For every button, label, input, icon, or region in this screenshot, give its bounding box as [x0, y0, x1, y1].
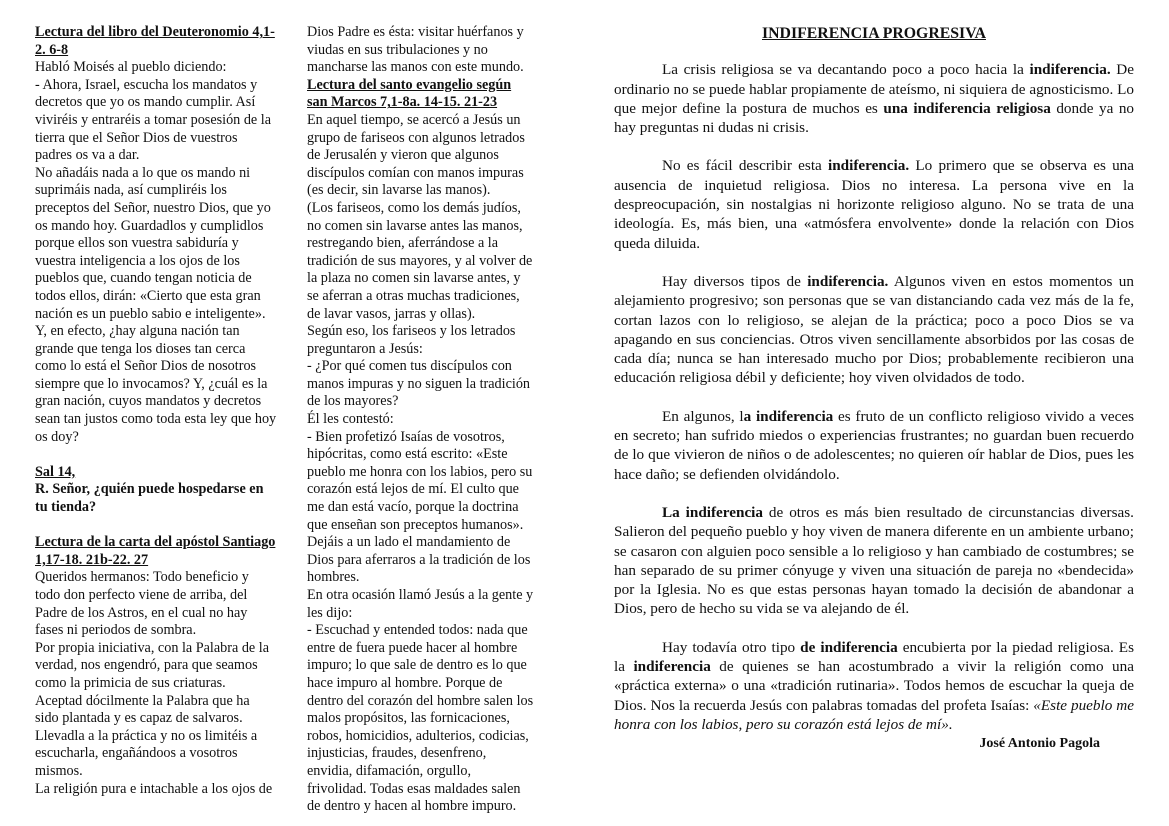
text-line: pueblos que, cuando tengan noticia de [35, 270, 252, 287]
text-line: siempre que lo invocamos? Y, ¿cuál es la [35, 375, 268, 392]
text-line: fases ni periodos de sombra. [35, 622, 197, 639]
text-line: Dios Padre es ésta: visitar huérfanos y [307, 24, 524, 40]
text-line: tierra que el Señor Dios de vuestros [35, 129, 238, 146]
text-line: gran nación, cuyos mandatos y decretos [35, 393, 262, 410]
text-line: - Ahora, Israel, escucha los mandatos y [35, 76, 258, 93]
bold-text: La indiferencia [662, 503, 763, 521]
gospel-text [307, 112, 552, 816]
text-line: no comen sin lavarse antes las manos, [307, 217, 523, 234]
text-run: No es fácil describir esta [662, 157, 829, 175]
text-line: se aferran a otras muchas tradiciones, [307, 287, 520, 304]
text-line: En otra ocasión llamó Jesús a la gente y [307, 587, 534, 603]
text-line: mismos. [35, 762, 83, 779]
text-line: suprimáis nada, así cumpliréis los [35, 182, 227, 199]
text-line: Y, en efecto, ¿hay alguna nación tan [35, 323, 240, 340]
psalm-response [35, 481, 297, 516]
article-paragraph [614, 156, 1134, 252]
text-line: En aquel tiempo, se acercó a Jesús un [307, 111, 521, 128]
text-line: vuestra inteligencia a los ojos de los [35, 252, 240, 269]
text-line: corazón está lejos de mí. El culto que [307, 481, 519, 498]
author-signature: José Antonio Pagola [979, 736, 1100, 752]
text-line: dentro del corazón del hombre salen los [307, 692, 534, 709]
text-run: En algunos, l [662, 407, 744, 425]
text-line: la plaza no comen sin lavarse antes, y [307, 270, 521, 287]
bold-text: indiferencia [633, 658, 711, 676]
text-line: (es decir, sin lavarse las manos). [307, 182, 491, 199]
bold-text: una indiferencia religiosa [883, 99, 1051, 117]
text-line: - Bien profetizó Isaías de vosotros, [307, 428, 505, 445]
gospel-heading-line: Lectura del santo evangelio según [307, 76, 512, 93]
article-paragraph [614, 272, 1134, 388]
text-line: grande que tenga los dioses tan cerca [35, 340, 246, 357]
text-line: sido plantada y es capaz de salvaros. [35, 710, 243, 727]
article-paragraph [614, 503, 1134, 619]
text-line: La religión pura e intachable a los ojos de [35, 780, 273, 797]
psalm-heading-line: Sal 14, [35, 463, 76, 480]
text-line: como lo está el Señor Dios de nosotros [35, 358, 257, 375]
readings-column-left [35, 24, 297, 798]
text-line: - ¿Por qué comen tus discípulos con [307, 358, 512, 375]
text-line: Él les contestó: [307, 411, 394, 428]
psalm-response-line: R. Señor, ¿quién puede hospedarse en [35, 481, 264, 498]
text-line: padres os va a dar. [35, 147, 140, 164]
reading1-heading [35, 24, 297, 59]
text-line: todo don perfecto viene de arriba, del [35, 587, 248, 603]
text-line: preceptos del Señor, nuestro Dios, que yo [35, 199, 271, 216]
bold-text: a indiferencia [743, 407, 834, 425]
text-line: entre de fuera puede hacer al hombre [307, 639, 518, 656]
text-line: tradición de sus mayores, y al volver de [307, 252, 533, 269]
reading1-heading-line: Lectura del libro del Deuteronomio 4,1- [35, 24, 275, 40]
text-line: Habló Moisés al pueblo diciendo: [35, 59, 227, 76]
text-line: preguntaron a Jesús: [307, 340, 423, 357]
text-line: No añadáis nada a lo que os mando ni [35, 164, 251, 181]
text-line: porque ellos son vuestra sabiduría y [35, 235, 239, 252]
text-line: de dentro y hacen al hombre impuro. [307, 798, 517, 815]
reading1-text [35, 59, 297, 446]
text-line: Dejáis a un lado el mandamiento de [307, 534, 511, 551]
article-title: INDIFERENCIA PROGRESIVA [762, 25, 986, 42]
text-run: encubierta por la piedad religiosa. Es la [614, 638, 1134, 676]
psalm-response-line: tu tienda? [35, 499, 97, 516]
bold-text: indiferencia. [1029, 61, 1111, 79]
text-line: viudas en sus tribulaciones y no [307, 41, 488, 58]
article-paragraph-last [614, 638, 1134, 752]
text-run: De ordinario no se puede hablar propiamente de ateísmo, ni siquiera de agnosticismo. Lo que mejor define la postura de muchos es [614, 61, 1134, 117]
text-run: Hay todavía otro tipo [662, 638, 801, 656]
text-line: robos, homicidios, adulterios, codicias, [307, 727, 529, 744]
text-line: (Los fariseos, como los demás judíos, [307, 199, 521, 216]
bold-text: indiferencia. [807, 272, 889, 290]
text-run: es fruto de un conflicto religioso vivido a veces en secreto; han sufrido miedos o experiencias frustrantes; no guardan buen recuerdo de lo que vivieron de niños o de adolescentes; no quieren oír hablar de Dios, pues les hace daño; se defienden olvidándolo. [614, 407, 1134, 483]
text-line: os doy? [35, 428, 79, 445]
text-run: donde ya no hay preguntas ni dudas ni crisis. [614, 99, 1135, 137]
text-line: injusticias, fraudes, desenfreno, [307, 745, 487, 762]
text-line: - Escuchad y entended todos: nada que [307, 622, 528, 639]
text-run: Lo primero que se observa es una ausencia de inquietud religiosa. Dios no interesa. La persona vive en la despreocupación, sin nostalgias ni horizonte religioso alguno. No se trata de una ideología. Es, más bien, una «atmósfera envolvente» donde la relación con Dios queda diluida. [614, 157, 1134, 252]
text-line: hipócritas, como está escrito: «Este [307, 446, 508, 463]
text-line: que enseñan son preceptos humanos». [307, 516, 524, 533]
text-line: impuro; lo que sale de dentro es lo que [307, 657, 527, 674]
article-paragraph [614, 60, 1134, 137]
text-line: Por propia iniciativa, con la Palabra de la [35, 639, 270, 656]
text-line: grupo de fariseos con algunos letrados [307, 129, 525, 146]
text-run: Hay diversos tipos de [662, 272, 808, 290]
text-line: de lavar vasos, jarras y ollas). [307, 305, 476, 322]
text-line: Llevadla a la práctica y no os limitéis a [35, 727, 258, 744]
text-line: discípulos comían con manos impuras [307, 164, 524, 181]
text-line: escucharla, engañándoos a vosotros [35, 745, 238, 762]
text-line: Padre de los Astros, en el cual no hay [35, 604, 248, 621]
text-run: de quienes se han acostumbrado a vivir la religión como una «práctica externa» o una «tradición rutinaria». Todos hemos de escuchar la queja de Dios. Nos la recuerda Jesús con palabras tomadas del profeta Isaías: [614, 658, 1134, 714]
article-paragraph-text [614, 639, 1134, 733]
text-line: envidia, difamación, orgullo, [307, 762, 472, 779]
gospel-heading-line: san Marcos 7,1-8a. 14-15. 21-23 [307, 94, 498, 111]
text-line: viviréis y entraréis a tomar posesión de la [35, 111, 271, 128]
text-line: nación es un pueblo sabio e inteligente». [35, 305, 266, 322]
text-line: como la primicia de sus criaturas. [35, 674, 226, 691]
text-line: verdad, nos engendró, para que seamos [35, 657, 258, 674]
text-line: Dios para aferraros a la tradición de los [307, 551, 531, 568]
text-line: les dijo: [307, 604, 353, 621]
text-line: hombres. [307, 569, 360, 586]
reading2-continued-text [307, 24, 552, 77]
reading2-text [35, 569, 297, 798]
text-line: Aceptad dócilmente la Palabra que ha [35, 692, 250, 709]
reading2-heading-line: 1,17-18. 21b-22. 27 [35, 551, 149, 568]
text-run: Algunos viven en estos momentos un alejamiento progresivo; son personas que se van distanciando cada vez más de la fe, cortan lazos con lo religioso, se alejan de la práctica; poco a poco Dios se va apagando en sus conciencias. Otros viven sencillamente absorbidos por las cosas de cada día; nunca se han interesado mucho por Dios; probablemente recibieron una educación religiosa débil y deficiente; hoy viven olvidados de todo. [614, 272, 1134, 387]
text-line: hace impuro al hombre. Porque de [307, 674, 503, 691]
psalm-heading [35, 464, 297, 482]
text-line: Según eso, los fariseos y los letrados [307, 323, 516, 340]
readings-column-middle [307, 24, 552, 816]
text-line: restregando bien, aferrándose a la [307, 235, 499, 252]
reading1-heading-line: 2. 6-8 [35, 41, 69, 58]
text-run: La crisis religiosa se va decantando poco a poco hacia la [662, 61, 1030, 79]
text-line: pueblo me honra con los labios, pero su [307, 463, 533, 480]
bold-text: indiferencia. [828, 157, 910, 175]
text-line: sean tan justos como toda esta ley que hoy [35, 411, 277, 428]
text-line: malos propósitos, las fornicaciones, [307, 710, 510, 727]
gospel-heading [307, 77, 552, 112]
text-line: todos ellos, dirán: «Cierto que esta gran [35, 287, 261, 304]
article-column [614, 24, 1134, 754]
article-paragraph [614, 407, 1134, 484]
text-line: de Jerusalén y vieron que algunos [307, 147, 499, 164]
text-line: frivolidad. Todas esas maldades salen [307, 780, 521, 797]
reading2-heading [35, 534, 297, 569]
italic-text: «Este pueblo me honra con los labios, pero su corazón está lejos de mí». [614, 696, 1134, 733]
bold-text: de indiferencia [800, 638, 898, 656]
text-line: Queridos hermanos: Todo beneficio y [35, 569, 249, 586]
reading2-heading-line: Lectura de la carta del apóstol Santiago [35, 534, 276, 551]
text-line: de los mayores? [307, 393, 399, 410]
text-line: mancharse las manos con este mundo. [307, 59, 524, 76]
text-line: os mando hoy. Guardadlos y cumplidlos [35, 217, 264, 234]
text-run: de otros es más bien resultado de circunstancias diversas. Salieron del pequeño pueblo y hoy viven de manera diferente en un ambiente urbano; se casaron con alguien poco sensible a lo religioso y han cambiado de costumbres; se han separado de su primer cónyuge y viven una situación de pareja no «bendecida» por la Iglesia. No es que estas personas hayan tomado la decisión de abandonar a Dios, pero de hecho su vida se va alejando de él. [614, 503, 1134, 618]
text-line: manos impuras y no siguen la tradición [307, 375, 531, 392]
text-line: decretos que yo os mando cumplir. Así [35, 94, 256, 111]
text-line: me dan está vacío, porque la doctrina [307, 499, 519, 516]
